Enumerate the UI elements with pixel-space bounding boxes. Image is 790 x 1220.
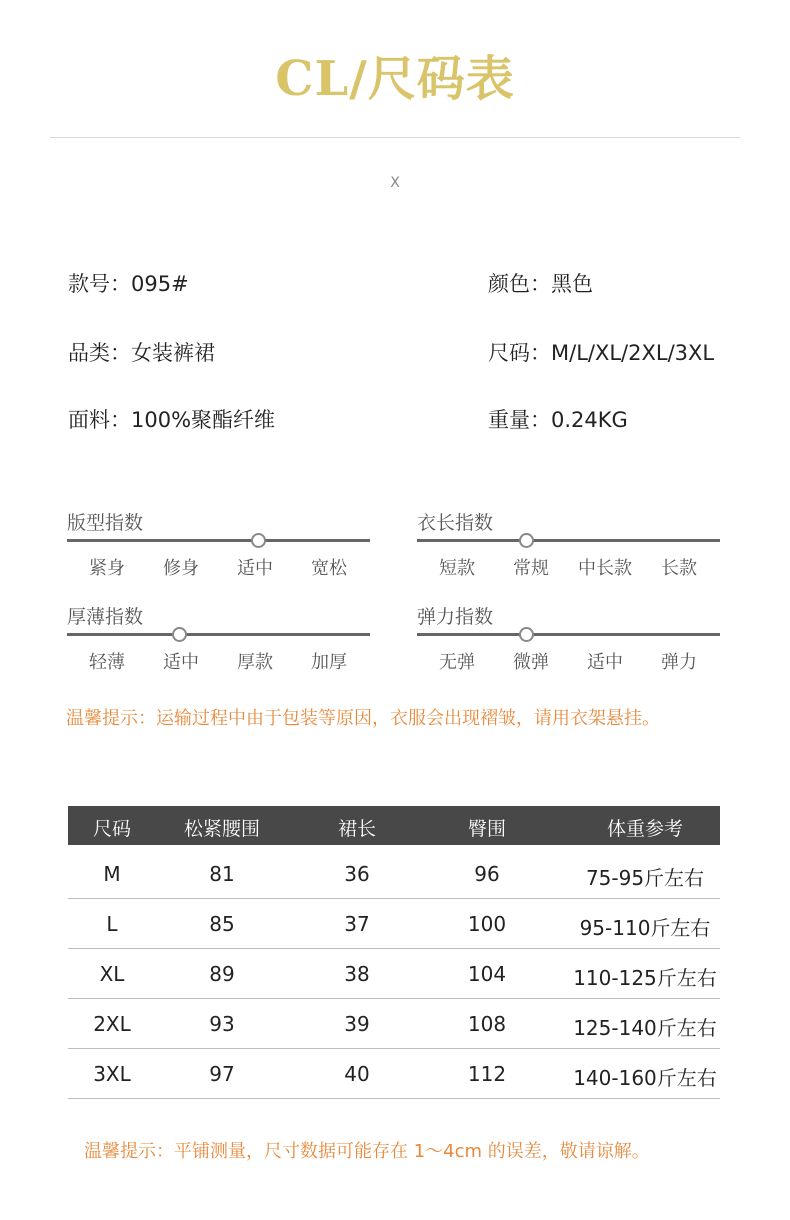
size-table-cell: 2XL — [93, 1012, 131, 1036]
index-track — [417, 633, 720, 636]
size-table-cell: 3XL — [93, 1062, 131, 1086]
index-track — [67, 539, 370, 542]
weight: 重量：0.24KG — [488, 408, 628, 432]
index-option: 修身 — [163, 558, 199, 579]
color: 颜色：黑色 — [488, 272, 593, 296]
page-title: CL/尺码表 — [275, 51, 515, 107]
index-option: 弹力 — [661, 652, 697, 673]
sizes: 尺码：M/L/XL/2XL/3XL — [488, 341, 715, 365]
style-number: 款号：095# — [68, 272, 189, 296]
index-marker — [519, 627, 534, 642]
index-title: 版型指数 — [67, 512, 144, 534]
index-option: 宽松 — [311, 558, 347, 579]
size-table-cell: 93 — [209, 1012, 235, 1036]
index-option: 短款 — [439, 558, 475, 579]
index-option: 适中 — [587, 652, 623, 673]
size-table-cell: L — [106, 912, 118, 936]
index-option: 轻薄 — [89, 652, 125, 673]
title-divider — [50, 137, 740, 138]
packaging-tip: 温馨提示：运输过程中由于包装等原因，衣服会出现褶皱，请用衣架悬挂。 — [66, 708, 660, 729]
index-title: 弹力指数 — [417, 606, 494, 628]
size-table-cell: 38 — [344, 962, 370, 986]
index-option: 加厚 — [311, 652, 347, 673]
size-table-cell: XL — [99, 962, 125, 986]
table-row-divider — [68, 898, 720, 899]
size-table-header-cell: 臀围 — [467, 818, 506, 840]
size-table-header-cell: 尺码 — [92, 818, 131, 840]
size-table-cell: M — [103, 862, 121, 886]
index-option: 适中 — [163, 652, 199, 673]
index-track — [417, 539, 720, 542]
size-table-header-cell: 体重参考 — [606, 818, 683, 840]
index-marker — [251, 533, 266, 548]
close-mark: X — [390, 175, 400, 191]
size-table-cell: 39 — [344, 1012, 370, 1036]
table-row-divider — [68, 1098, 720, 1099]
size-table-cell: 104 — [467, 962, 507, 986]
index-option: 无弹 — [439, 652, 475, 673]
size-table-cell: 40 — [344, 1062, 370, 1086]
size-table-cell: 75-95斤左右 — [585, 866, 705, 890]
size-table-cell: 89 — [209, 962, 235, 986]
size-table-cell: 112 — [467, 1062, 507, 1086]
index-option: 中长款 — [578, 558, 632, 579]
index-option: 紧身 — [89, 558, 125, 579]
index-marker — [519, 533, 534, 548]
size-table-cell: 81 — [209, 862, 235, 886]
size-table-cell: 96 — [474, 862, 500, 886]
category: 品类：女装裤裙 — [68, 341, 215, 365]
size-table-cell: 95-110斤左右 — [579, 916, 711, 940]
size-table-cell: 125-140斤左右 — [573, 1016, 717, 1040]
table-row-divider — [68, 948, 720, 949]
size-table-cell: 97 — [209, 1062, 235, 1086]
size-table-cell: 108 — [467, 1012, 507, 1036]
index-marker — [172, 627, 187, 642]
index-track — [67, 633, 370, 636]
size-table-cell: 85 — [209, 912, 235, 936]
measurement-tip: 温馨提示：平铺测量，尺寸数据可能存在 1～4cm 的误差，敬请谅解。 — [84, 1141, 650, 1162]
index-option: 适中 — [237, 558, 273, 579]
index-title: 衣长指数 — [417, 512, 494, 534]
table-row-divider — [68, 1048, 720, 1049]
index-option: 厚款 — [237, 652, 273, 673]
fabric: 面料：100%聚酯纤维 — [68, 408, 276, 432]
table-row-divider — [68, 998, 720, 999]
size-table-cell: 140-160斤左右 — [573, 1066, 717, 1090]
index-option: 常规 — [513, 558, 549, 579]
size-table-cell: 110-125斤左右 — [573, 966, 717, 990]
size-table-cell: 100 — [467, 912, 507, 936]
size-table-cell: 36 — [344, 862, 370, 886]
size-table-header-cell: 裙长 — [337, 818, 376, 840]
size-table-cell: 37 — [344, 912, 370, 936]
size-table-header-cell: 松紧腰围 — [183, 818, 260, 840]
index-option: 微弹 — [513, 652, 549, 673]
index-option: 长款 — [661, 558, 697, 579]
index-title: 厚薄指数 — [67, 606, 144, 628]
